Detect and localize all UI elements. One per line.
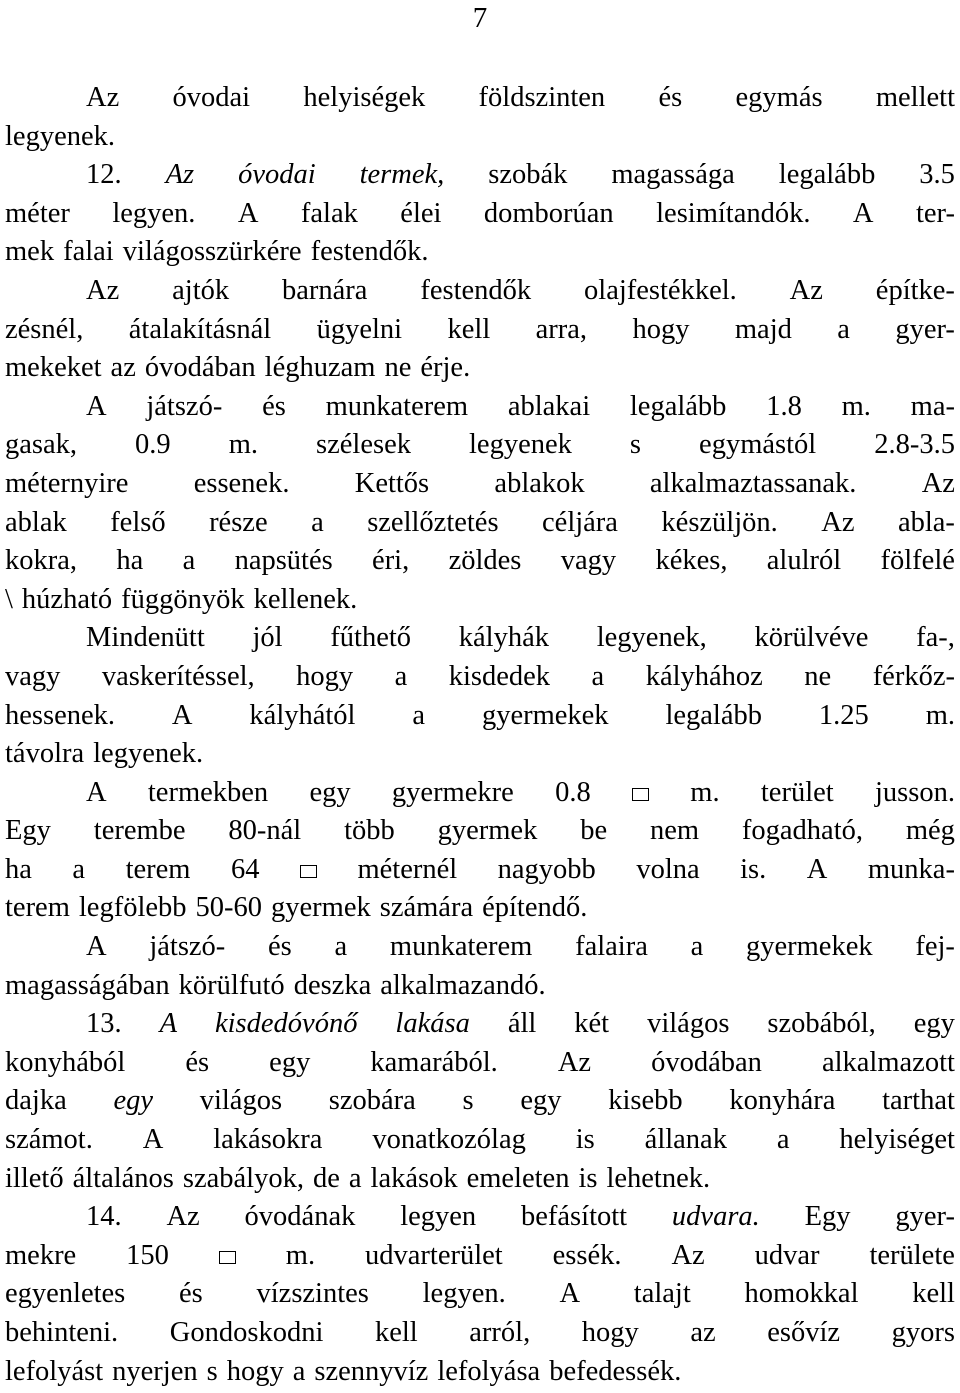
page-number: 7	[472, 2, 488, 34]
word: számot.	[5, 1124, 93, 1156]
text-line	[5, 542, 955, 581]
text-line	[5, 118, 955, 157]
word: a	[292, 1355, 306, 1387]
square-unit-icon	[219, 1251, 236, 1264]
word: méter	[5, 197, 70, 229]
word: függönyök	[121, 583, 245, 615]
word: világosszürkére	[122, 236, 302, 268]
word: lakásokra	[213, 1124, 323, 1156]
word: áll	[507, 1008, 537, 1040]
word: udvara.	[671, 1201, 760, 1233]
word: munkaterem	[389, 931, 533, 963]
word: A	[171, 699, 193, 731]
word: legyenek.	[93, 738, 204, 770]
word: lefolyást	[5, 1355, 104, 1387]
word: mek	[5, 236, 55, 268]
body-text	[5, 79, 955, 1391]
word: felső	[110, 506, 166, 538]
word: alkalmazandó.	[380, 969, 546, 1001]
word: egy	[309, 776, 351, 808]
word: kell	[447, 313, 491, 345]
word: a	[182, 545, 196, 577]
word: területe	[869, 1239, 955, 1271]
text-line	[5, 581, 955, 620]
word: több	[344, 815, 395, 847]
word: napsütés	[234, 545, 333, 577]
word: a	[837, 313, 850, 345]
word: építke-	[875, 274, 955, 306]
text-line	[5, 233, 955, 272]
word: óvodának	[244, 1201, 356, 1233]
word: A	[86, 931, 107, 963]
word: termekben	[147, 776, 269, 808]
text-line	[5, 1353, 955, 1392]
word: konyhára	[729, 1085, 836, 1117]
word: arról,	[469, 1317, 531, 1348]
word: esővíz	[767, 1317, 841, 1348]
word: földszinten	[478, 82, 606, 113]
word: gyer-	[895, 313, 955, 345]
word: ma-	[910, 390, 955, 422]
word: szellőztetés	[367, 506, 499, 538]
text-line	[5, 928, 955, 967]
word: távolra	[5, 738, 85, 770]
word: 50-60	[195, 892, 263, 924]
word: is.	[740, 853, 767, 885]
square-unit-icon	[300, 865, 317, 878]
word: egy	[520, 1085, 562, 1117]
word: játszó-	[146, 390, 223, 422]
word: és	[185, 1046, 210, 1078]
text-line	[5, 697, 955, 736]
word: \	[5, 583, 13, 615]
word: legyen.	[112, 197, 196, 229]
word: gyermekek	[746, 931, 873, 963]
word: legyenek,	[596, 622, 707, 654]
word: és	[658, 82, 683, 113]
word: vízszintes	[256, 1278, 369, 1310]
text-line	[5, 774, 955, 813]
word: deszka	[293, 969, 372, 1001]
square-unit-icon	[632, 788, 649, 801]
word: A	[237, 197, 259, 229]
word: Az	[789, 274, 823, 306]
word: behinteni.	[5, 1317, 119, 1348]
word: terembe	[93, 815, 186, 847]
text-line	[5, 1275, 955, 1314]
word: lakása	[395, 1008, 470, 1040]
word: munka-	[867, 853, 955, 885]
word: a	[776, 1124, 790, 1156]
word: ter-	[915, 197, 955, 229]
word: mellett	[875, 82, 955, 113]
word: is	[578, 1162, 598, 1194]
word: ablakai	[507, 390, 591, 422]
text-line	[5, 889, 955, 928]
word: húzható	[21, 583, 113, 615]
word: a	[412, 699, 426, 731]
word: léghuzam	[264, 352, 376, 384]
word: falai	[63, 236, 114, 268]
word: méternyire	[5, 467, 129, 499]
word: legalább	[665, 699, 763, 731]
word: ha	[116, 545, 144, 577]
word: illető	[5, 1162, 64, 1194]
text-line	[5, 658, 955, 697]
word: a	[394, 660, 408, 692]
word: férkőz-	[872, 660, 955, 692]
word: 1.8	[766, 390, 802, 422]
word: m.	[285, 1239, 316, 1271]
word: Az	[165, 159, 195, 191]
word: be	[580, 815, 608, 847]
word: kisebb	[608, 1085, 683, 1117]
word: s	[206, 1355, 218, 1387]
word: alkalmaztassanak.	[649, 467, 857, 499]
word: talajt	[633, 1278, 691, 1310]
word: volna	[636, 853, 700, 885]
word: játszó-	[149, 931, 226, 963]
word: festendők.	[310, 236, 429, 268]
word: festendők	[420, 274, 532, 306]
word: lehetnek.	[606, 1162, 711, 1194]
word: A	[852, 197, 874, 229]
text-line	[5, 1044, 955, 1083]
word: magasságában	[5, 969, 170, 1001]
word: körülfutó	[178, 969, 285, 1001]
word: a	[690, 931, 704, 963]
word: A	[86, 776, 107, 808]
word: befedessék.	[549, 1355, 682, 1387]
word: Az	[166, 1201, 200, 1233]
word: 0.9	[135, 429, 171, 461]
word: érje.	[420, 352, 471, 384]
word: 80-nál	[228, 815, 302, 847]
word: mekeket	[5, 352, 102, 384]
word: konyhából	[5, 1046, 126, 1078]
word: és	[179, 1278, 203, 1310]
word: A	[142, 1124, 164, 1156]
word: A	[806, 853, 828, 885]
word: jusson.	[874, 776, 955, 808]
text-line	[5, 156, 955, 195]
word: a	[591, 660, 605, 692]
text-line	[5, 1237, 955, 1276]
word: kisdedek	[448, 660, 551, 692]
word: vonatkozólag	[372, 1124, 526, 1156]
text-line	[5, 1005, 955, 1044]
word: Mindenütt	[86, 622, 205, 654]
word: nem	[649, 815, 700, 847]
word: egymás	[735, 82, 823, 113]
word: Az	[86, 82, 120, 113]
word: m.	[228, 429, 258, 461]
word: A	[86, 390, 107, 422]
text-line	[5, 1082, 955, 1121]
word: Az	[671, 1239, 705, 1271]
word: kell	[912, 1278, 955, 1310]
text-line	[5, 1198, 955, 1237]
word: az	[690, 1317, 716, 1348]
word: alulról	[766, 545, 842, 577]
word: szennyvíz	[314, 1355, 429, 1387]
word: legyen.	[422, 1278, 506, 1310]
word: is	[575, 1124, 595, 1156]
word: alkalmazott	[821, 1046, 955, 1078]
word: kályhától	[249, 699, 356, 731]
word: befásított	[521, 1201, 628, 1233]
word: szobára	[328, 1085, 416, 1117]
word: Egy	[5, 815, 51, 847]
word: m.	[925, 699, 955, 731]
word: fogadható,	[741, 815, 863, 847]
word: hogy	[226, 1355, 284, 1387]
word: udvarterület	[365, 1239, 503, 1271]
text-line	[5, 79, 955, 118]
word: legfölebb	[78, 892, 187, 924]
word: fölfelé	[880, 545, 955, 577]
word: vagy	[5, 660, 61, 692]
word: essenek.	[193, 467, 290, 499]
word: gyors	[891, 1317, 955, 1348]
word: arra,	[535, 313, 588, 345]
word: helyiséget	[839, 1124, 955, 1156]
text-line	[5, 272, 955, 311]
word: fűthető	[330, 622, 412, 654]
word: olajfestékkel.	[584, 274, 737, 306]
word: Az	[821, 506, 855, 538]
text-line	[5, 349, 955, 388]
word: élei	[400, 197, 442, 229]
word: terület	[760, 776, 834, 808]
word: terem	[125, 853, 191, 885]
word: Az	[921, 467, 955, 499]
word: és	[268, 931, 292, 963]
word: Egy	[804, 1201, 851, 1233]
text-line	[5, 195, 955, 234]
text-line	[5, 812, 955, 851]
word: zésnél,	[5, 313, 84, 345]
word: gyermekre	[391, 776, 514, 808]
word: essék.	[552, 1239, 622, 1271]
word: óvodában	[651, 1046, 762, 1078]
word: legyenek	[469, 429, 572, 461]
text-line	[5, 735, 955, 774]
word: gyermek	[437, 815, 538, 847]
word: egy	[269, 1046, 311, 1078]
word: kékes,	[655, 545, 728, 577]
word: s	[629, 429, 642, 461]
word: fa-,	[916, 622, 955, 654]
word: ne	[804, 660, 832, 692]
word: gasak,	[5, 429, 78, 461]
word: ablak	[5, 506, 67, 538]
word: tarthat	[882, 1085, 955, 1117]
word: még	[905, 815, 955, 847]
text-line	[5, 311, 955, 350]
word: dajka	[5, 1085, 67, 1117]
word: A	[559, 1278, 581, 1310]
word: majd	[734, 313, 792, 345]
word: óvodai	[172, 82, 251, 113]
word: helyiségek	[303, 82, 426, 113]
word: ajtók	[172, 274, 230, 306]
word: legalább	[778, 159, 876, 191]
word: Az	[86, 274, 120, 306]
word: szobából,	[767, 1008, 876, 1040]
word: 12.	[86, 159, 122, 191]
word: szobák	[488, 159, 568, 191]
word: céljára	[542, 506, 618, 538]
word: az	[110, 352, 136, 384]
word: terem	[5, 892, 70, 924]
word: építendő.	[482, 892, 588, 924]
word: hogy	[632, 313, 690, 345]
word: óvodai	[238, 159, 316, 191]
word: de	[312, 1162, 340, 1194]
word: legalább	[629, 390, 727, 422]
word: nyerjen	[112, 1355, 198, 1387]
word: domborúan	[483, 197, 614, 229]
word: magassága	[611, 159, 735, 191]
word: nagyobb	[497, 853, 596, 885]
word: világos	[647, 1008, 730, 1040]
word: barnára	[282, 274, 368, 306]
word: egymástól	[699, 429, 817, 461]
word: homokkal	[744, 1278, 859, 1310]
word: 0.8	[555, 776, 591, 808]
word: a	[334, 931, 348, 963]
word: gyer-	[895, 1201, 955, 1233]
word: hogy	[581, 1317, 639, 1348]
word: hogy	[296, 660, 354, 692]
word: két	[574, 1008, 610, 1040]
word: 64	[230, 853, 260, 885]
word: vagy	[560, 545, 617, 577]
word: méternél	[357, 853, 458, 885]
word: 150	[126, 1239, 169, 1271]
word: 14.	[86, 1201, 122, 1233]
word: termek,	[359, 159, 445, 191]
text-line	[5, 1314, 955, 1353]
word: 1.25	[818, 699, 869, 731]
word: kamarából.	[370, 1046, 498, 1078]
word: Az	[557, 1046, 592, 1078]
word: kályhához	[645, 660, 763, 692]
word: A	[159, 1008, 178, 1040]
word: lakások	[370, 1162, 458, 1194]
word: készüljön.	[661, 506, 778, 538]
word: egyenletes	[5, 1278, 126, 1310]
word: éri,	[372, 545, 410, 577]
word: kell	[374, 1317, 418, 1348]
word: kisdedóvónő	[214, 1008, 358, 1040]
word: Gondoskodni	[169, 1317, 324, 1348]
word: része	[209, 506, 268, 538]
word: jól	[252, 622, 283, 654]
word: ügyelni	[316, 313, 403, 345]
word: ablakok	[494, 467, 585, 499]
word: a	[348, 1162, 362, 1194]
word: óvodában	[144, 352, 256, 384]
word: a	[72, 853, 86, 885]
word: lefolyása	[437, 1355, 541, 1387]
word: legyen	[400, 1201, 477, 1233]
text-line	[5, 1121, 955, 1160]
word: s	[462, 1085, 474, 1117]
word: falaira	[575, 931, 648, 963]
word: munkaterem	[325, 390, 469, 422]
word: szélesek	[316, 429, 411, 461]
word: ha	[5, 853, 32, 885]
word: gyermekek	[481, 699, 609, 731]
text-line	[5, 1160, 955, 1199]
word: mekre	[5, 1239, 77, 1271]
word: m.	[841, 390, 871, 422]
word: 3.5	[919, 159, 955, 191]
word: m.	[690, 776, 720, 808]
text-line	[5, 426, 955, 465]
word: kokra,	[5, 545, 78, 577]
word: kellenek.	[253, 583, 358, 615]
word: falak	[300, 197, 358, 229]
word: lesimítandók.	[656, 197, 811, 229]
word: emeleten	[466, 1162, 570, 1194]
word: állanak	[644, 1124, 727, 1156]
word: átalakításnál	[128, 313, 272, 345]
word: a	[311, 506, 324, 538]
text-line	[5, 388, 955, 427]
word: zöldes	[448, 545, 522, 577]
word: legyenek.	[5, 120, 115, 152]
text-line	[5, 967, 955, 1006]
word: számára	[379, 892, 474, 924]
text-line	[5, 619, 955, 658]
word: 13.	[86, 1008, 122, 1040]
word: 2.8-3.5	[874, 429, 955, 461]
word: ne	[384, 352, 412, 384]
word: kályhák	[458, 622, 549, 654]
word: körülvéve	[754, 622, 869, 654]
word: általános	[72, 1162, 174, 1194]
word: hessenek.	[5, 699, 116, 731]
word: szabályok,	[182, 1162, 304, 1194]
word: udvar	[754, 1239, 820, 1271]
word: és	[262, 390, 286, 422]
text-line	[5, 851, 955, 890]
word: fej-	[915, 931, 955, 963]
word: egy	[913, 1008, 955, 1040]
word: abla-	[897, 506, 955, 538]
word: gyermek	[271, 892, 371, 924]
word: egy	[113, 1085, 153, 1117]
text-line	[5, 465, 955, 504]
word: vaskerítéssel,	[101, 660, 255, 692]
text-line	[5, 504, 955, 543]
word: világos	[199, 1085, 283, 1117]
word: Kettős	[354, 467, 430, 499]
